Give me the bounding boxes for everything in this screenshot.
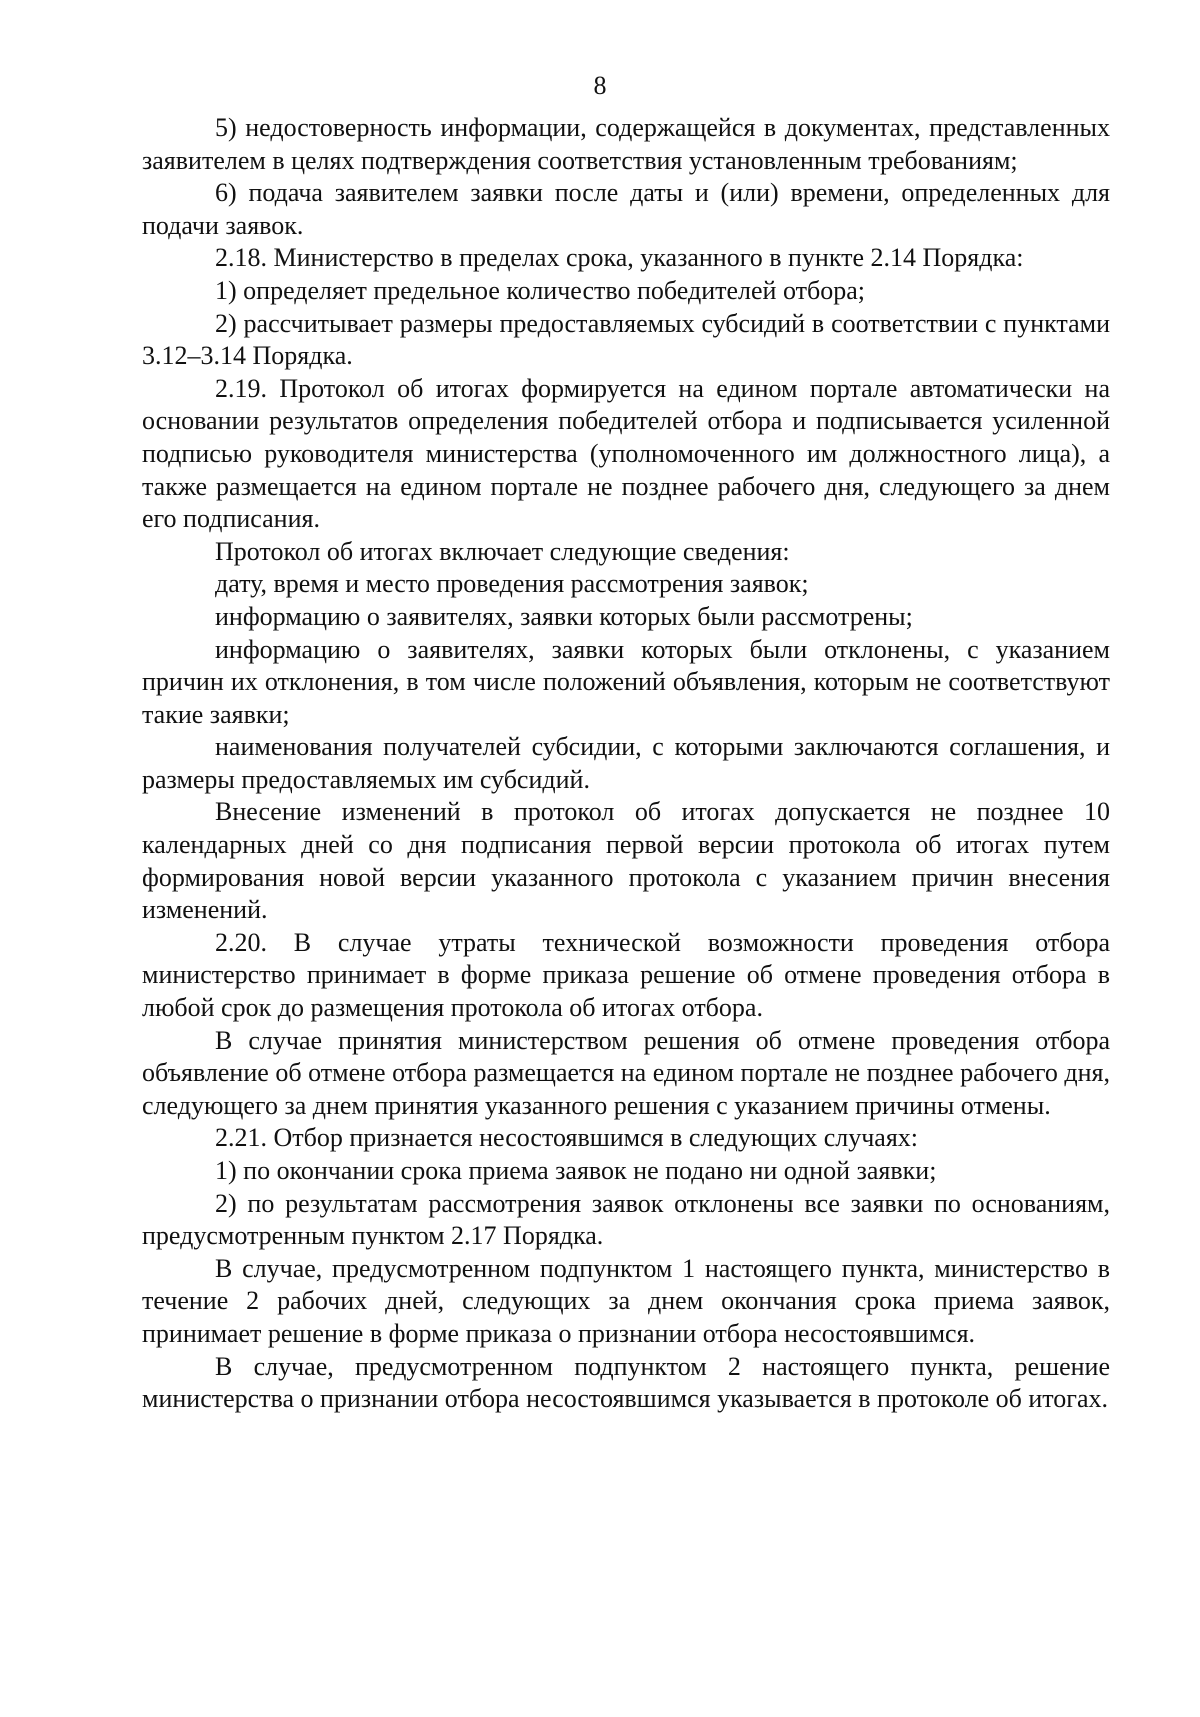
page-number: 8 (593, 71, 607, 100)
paragraph-2-20: 2.20. В случае утраты технической возможности проведения отбора министерство принимает в форме приказа решение об отмене проведения отбора в любой срок до размещения протокола об итогах отбора. (142, 927, 1110, 1023)
paragraph-2-21-item-1: 1) по окончании срока приема заявок не подано ни одной заявки; (215, 1156, 937, 1185)
paragraph-2-18-item-1: 1) определяет предельное количество победителей отбора; (215, 275, 865, 305)
paragraph-2-18-item-2: 2) рассчитывает размеры предоставляемых субсидий в соответствии с пунктами 3.12–3.14 Порядка. (142, 308, 1110, 371)
paragraph-2-19: 2.19. Протокол об итогах формируется на едином портале автоматически на основании результатов определения победителей отбора и подписывается усиленной подписью руководителя министерства (уполномоченного им должностного лица), а также размещается на едином портале не позднее рабочего дня, следующего за днем его подписания. (142, 373, 1110, 534)
paragraph-protocol-contents: Протокол об итогах включает следующие сведения: (215, 536, 790, 566)
paragraph-protocol-changes: Внесение изменений в протокол об итогах допускается не позднее 10 календарных дней со дня подписания первой версии протокола об итогах путем формирования новой версии указанного протокола с указанием причин внесения изменений. (142, 797, 1110, 925)
paragraph-protocol-reviewed: информацию о заявителях, заявки которых были рассмотрены; (215, 601, 913, 631)
paragraph-cancellation-notice: В случае принятия министерством решения об отмене проведения отбора объявление об отмене отбора размещается на едином портале не позднее рабочего дня, следующего за днем принятия указанного решения с указанием причины отмены. (142, 1025, 1110, 1120)
paragraph-item-6: 6) подача заявителем заявки после даты и (или) времени, определенных для подачи заявок. (142, 178, 1110, 240)
paragraph-case-subitem-2: В случае, предусмотренном подпунктом 2 настоящего пункта, решение министерства о признании отбора несостоявшимся указывается в протоколе об итогах. (142, 1351, 1110, 1414)
paragraph-protocol-date: дату, время и место проведения рассмотрения заявок; (215, 569, 809, 599)
paragraph-2-21-item-2: 2) по результатам рассмотрения заявок отклонены все заявки по основаниям, предусмотренным пунктом 2.17 Порядка. (142, 1188, 1110, 1251)
paragraph-protocol-rejected: информацию о заявителях, заявки которых были отклонены, с указанием причин их отклонения, в том числе положений объявления, которым не соответствуют такие заявки; (142, 634, 1110, 729)
paragraph-case-subitem-1: В случае, предусмотренном подпунктом 1 настоящего пункта, министерство в течение 2 рабочих дней, следующих за днем окончания срока приема заявок, принимает решение в форме приказа о признании отбора несостоявшимся. (142, 1253, 1110, 1348)
paragraph-protocol-recipients: наименования получателей субсидии, с которыми заключаются соглашения, и размеры предоставляемых им субсидий. (142, 732, 1110, 794)
paragraph-item-5: 5) недостоверность информации, содержащейся в документах, представленных заявителем в целях подтверждения соответствия установленным требованиям; (142, 113, 1110, 175)
paragraph-2-18: 2.18. Министерство в пределах срока, указанного в пункте 2.14 Порядка: (215, 243, 1024, 273)
document-body (142, 112, 1110, 1416)
paragraph-2-21: 2.21. Отбор признается несостоявшимся в следующих случаях: (215, 1123, 919, 1153)
